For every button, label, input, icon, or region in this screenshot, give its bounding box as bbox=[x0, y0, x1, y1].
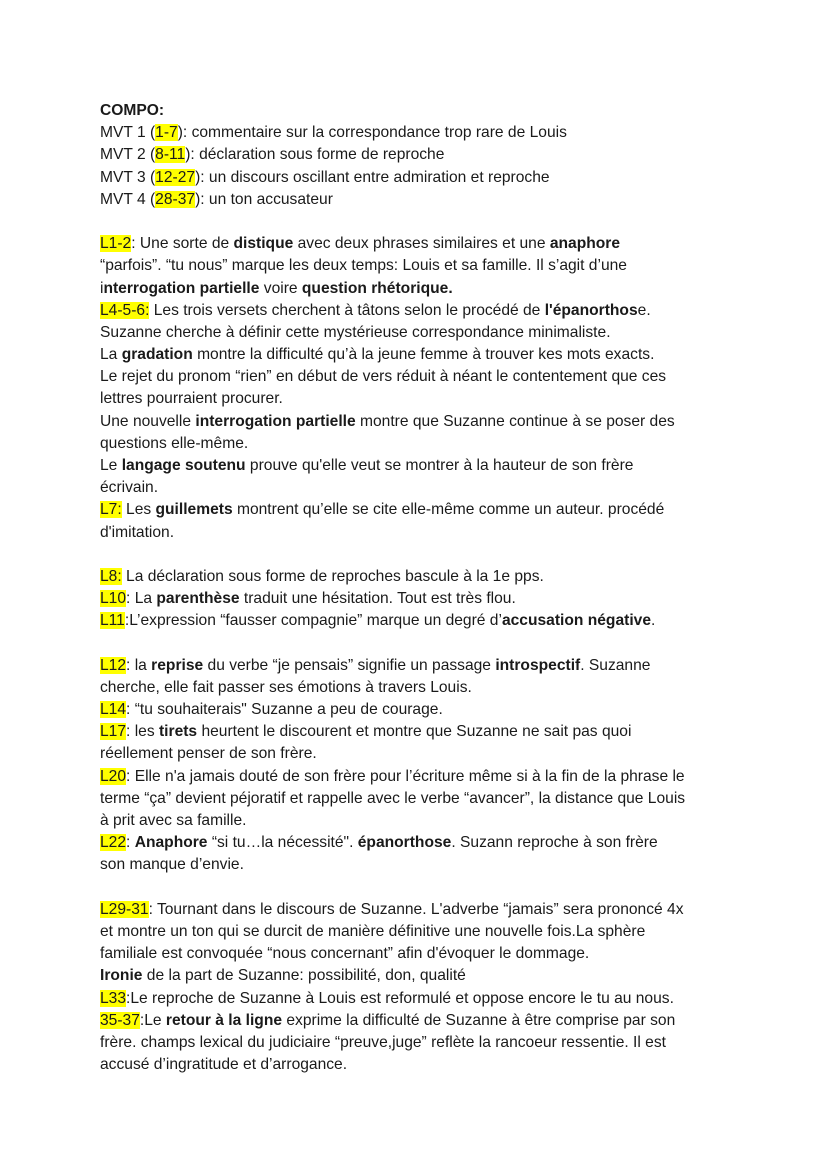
mvt-1: MVT 1 (1-7): commentaire sur la correspondance trop rare de Louis bbox=[100, 124, 567, 142]
line-ref-highlight: L8: bbox=[100, 567, 122, 585]
paragraph-line: L33:Le reproche de Suzanne à Louis est reformulé et oppose encore le tu au nous. bbox=[100, 989, 674, 1007]
paragraph-line: Le langage soutenu prouve qu'elle veut se montrer à la hauteur de son frère bbox=[100, 457, 634, 474]
paragraph-line: La gradation montre la difficulté qu’à la jeune femme à trouver kes mots exacts. bbox=[100, 346, 655, 364]
paragraph-line: familiale est convoquée “nous concernant” afin d'évoquer le dommage. bbox=[100, 945, 590, 963]
paragraph-line: L10: La parenthèse traduit une hésitation. Tout est très flou. bbox=[100, 590, 516, 608]
paragraph-line: L12: la reprise du verbe “je pensais” signifie un passage introspectif. Suzanne bbox=[100, 656, 651, 674]
line-ref-highlight: L22 bbox=[100, 834, 127, 852]
blank-line bbox=[100, 877, 740, 899]
paragraph-line: d'imitation. bbox=[100, 523, 175, 541]
paragraph-line: L11:L’expression “fausser compagnie” marque un degré d’accusation négative. bbox=[100, 612, 656, 630]
paragraph-line: écrivain. bbox=[100, 479, 159, 497]
paragraph-line: frère. champs lexical du judiciaire “preuve,juge” reflète la rancoeur ressentie. Il est bbox=[100, 1033, 666, 1051]
paragraph-line: lettres pourraient procurer. bbox=[100, 390, 283, 408]
line-ref-highlight: L20 bbox=[100, 767, 127, 785]
paragraph-line: questions elle-même. bbox=[100, 434, 249, 452]
paragraph-line: son manque d’envie. bbox=[100, 856, 244, 874]
line-ref-highlight: L12 bbox=[100, 656, 127, 674]
paragraph-line: L4-5-6: Les trois versets cherchent à tâtons selon le procédé de l'épanorthose. bbox=[100, 301, 651, 319]
blank-line bbox=[100, 544, 740, 566]
line-ref-highlight: L29-31 bbox=[100, 900, 149, 918]
paragraph-line: et montre un ton qui se durcit de manière définitive une nouvelle fois.La sphère bbox=[100, 922, 646, 940]
line-ref-highlight: L11 bbox=[100, 612, 125, 630]
line-ref-highlight: L1-2 bbox=[100, 235, 132, 253]
mvt-4: MVT 4 (28-37): un ton accusateur bbox=[100, 190, 333, 208]
line-ref-highlight: L4-5-6: bbox=[100, 301, 150, 319]
paragraph-line: L17: les tirets heurtent le discourent et montre que Suzanne ne sait pas quoi bbox=[100, 723, 632, 741]
paragraph-line: Ironie de la part de Suzanne: possibilité, don, qualité bbox=[100, 967, 466, 985]
line-ref-highlight: L14 bbox=[100, 701, 127, 719]
line-ref-highlight: L10 bbox=[100, 590, 127, 608]
paragraph-line: à prit avec sa famille. bbox=[100, 812, 247, 829]
document-page bbox=[100, 100, 740, 1076]
line-ref-highlight: 35-37 bbox=[100, 1011, 140, 1029]
line-ref-highlight: L17 bbox=[100, 723, 127, 741]
paragraph-line: Le rejet du pronom “rien” en début de vers réduit à néant le contentement que ces bbox=[100, 368, 667, 386]
paragraph-line: 35-37:Le retour à la ligne exprime la difficulté de Suzanne à être comprise par son bbox=[100, 1011, 676, 1029]
line-ref-highlight: L33 bbox=[100, 989, 127, 1007]
mvt-3: MVT 3 (12-27): un discours oscillant entre admiration et reproche bbox=[100, 168, 550, 186]
line-ref-highlight: 8-11 bbox=[155, 146, 186, 164]
paragraph-line: interrogation partielle voire question rhétorique. bbox=[100, 279, 453, 297]
paragraph-line: L7: Les guillemets montrent qu’elle se cite elle-même comme un auteur. procédé bbox=[100, 501, 665, 519]
paragraph-line: “parfois”. “tu nous” marque les deux temps: Louis et sa famille. Il s’agit d’une bbox=[100, 257, 627, 275]
compo-title: COMPO: bbox=[100, 102, 165, 119]
paragraph-line: réellement penser de son frère. bbox=[100, 745, 317, 763]
blank-line bbox=[100, 633, 740, 655]
paragraph-line: Suzanne cherche à définir cette mystérieuse correspondance minimaliste. bbox=[100, 323, 611, 341]
line-ref-highlight: 12-27 bbox=[155, 168, 196, 186]
paragraph-line: cherche, elle fait passer ses émotions à travers Louis. bbox=[100, 678, 472, 696]
paragraph-line: terme “ça” devient péjoratif et rappelle avec le verbe “avancer”, la distance que Louis bbox=[100, 789, 686, 807]
line-ref-highlight: 1-7 bbox=[155, 124, 178, 142]
paragraph-line: L1-2: Une sorte de distique avec deux phrases similaires et une anaphore bbox=[100, 235, 621, 253]
paragraph-line: Une nouvelle interrogation partielle montre que Suzanne continue à se poser des bbox=[100, 412, 675, 430]
paragraph-line: L20: Elle n'a jamais douté de son frère pour l’écriture même si à la fin de la phrase le bbox=[100, 767, 685, 785]
paragraph-line: L29-31: Tournant dans le discours de Suzanne. L'adverbe “jamais” sera prononcé 4x bbox=[100, 900, 684, 918]
paragraph-line: L14: “tu souhaiterais" Suzanne a peu de courage. bbox=[100, 701, 443, 719]
blank-line bbox=[100, 211, 740, 233]
paragraph-line: L8: La déclaration sous forme de reproches bascule à la 1e pps. bbox=[100, 567, 544, 585]
line-ref-highlight: 28-37 bbox=[155, 190, 196, 208]
paragraph-line: L22: Anaphore “si tu…la nécessité". épanorthose. Suzann reproche à son frère bbox=[100, 834, 658, 852]
line-ref-highlight: L7: bbox=[100, 501, 122, 519]
paragraph-line: accusé d’ingratitude et d’arrogance. bbox=[100, 1056, 348, 1074]
mvt-2: MVT 2 (8-11): déclaration sous forme de reproche bbox=[100, 146, 445, 164]
